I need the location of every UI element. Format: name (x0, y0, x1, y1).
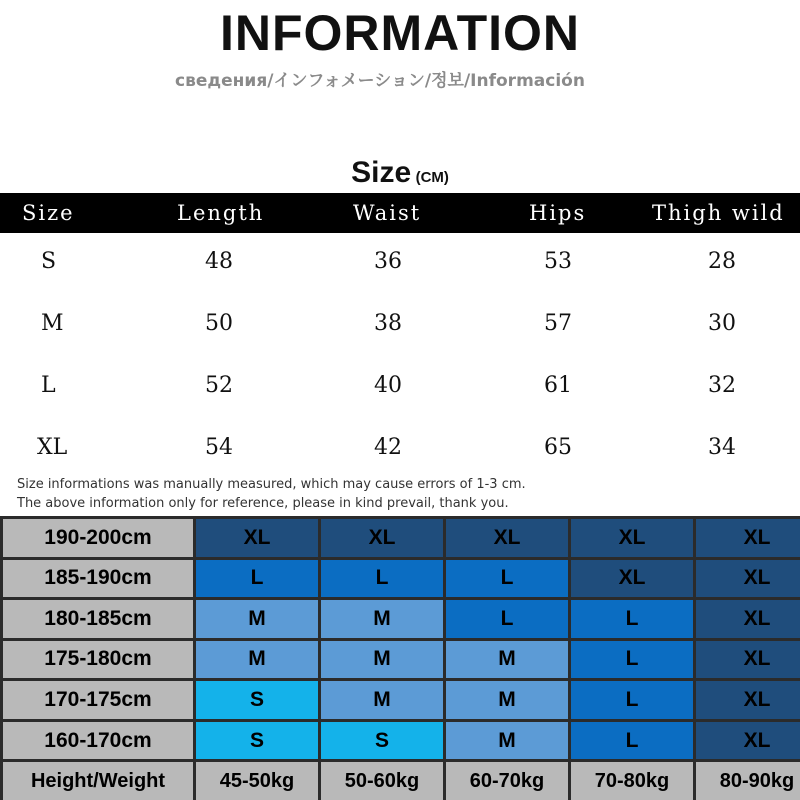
recommended-size-cell: M (196, 600, 318, 638)
size-table-cell: 34 (708, 435, 736, 460)
size-table-cell: 61 (544, 373, 572, 398)
size-table-row (0, 243, 800, 283)
recommended-size-cell: L (571, 600, 693, 638)
recommended-size-cell: L (446, 600, 568, 638)
recommended-size-cell: S (196, 681, 318, 719)
height-range-label: 190-200cm (3, 519, 193, 557)
recommended-size-cell: M (321, 641, 443, 679)
recommended-size-cell: M (446, 681, 568, 719)
recommended-size-cell: L (571, 641, 693, 679)
recommended-size-cell: XL (696, 600, 800, 638)
size-table-cell: 57 (544, 311, 572, 336)
size-table-cell: 40 (374, 373, 402, 398)
recommended-size-cell: L (446, 560, 568, 598)
height-range-label: 175-180cm (3, 641, 193, 679)
recommended-size-cell: L (571, 722, 693, 760)
size-table-cell: M (41, 311, 64, 336)
recommended-size-cell: XL (696, 560, 800, 598)
recommended-size-cell: XL (446, 519, 568, 557)
size-table-cell: 32 (708, 373, 736, 398)
recommended-size-cell: L (571, 681, 693, 719)
recommended-size-cell: XL (571, 519, 693, 557)
size-table-cell: 65 (544, 435, 572, 460)
size-table-cell: 28 (708, 249, 736, 274)
recommended-size-cell: M (446, 722, 568, 760)
size-table-header-cell: Size (22, 201, 75, 225)
recommended-size-cell: XL (196, 519, 318, 557)
size-table-cell: S (41, 249, 57, 274)
size-table-cell: 48 (205, 249, 233, 274)
recommended-size-cell: XL (696, 519, 800, 557)
recommended-size-cell: M (321, 681, 443, 719)
size-table-header (0, 193, 800, 233)
size-table-header-cell: Waist (353, 201, 422, 225)
height-weight-corner-label: Height/Weight (3, 762, 193, 800)
recommended-size-cell: XL (571, 560, 693, 598)
weight-range-label: 60-70kg (446, 762, 568, 800)
recommended-size-cell: M (446, 641, 568, 679)
page-subtitle: сведения/インフォメーション/정보/Información (175, 71, 585, 91)
recommended-size-cell: S (321, 722, 443, 760)
recommended-size-cell: XL (696, 641, 800, 679)
height-range-label: 185-190cm (3, 560, 193, 598)
recommended-size-cell: S (196, 722, 318, 760)
size-table-cell: 53 (544, 249, 572, 274)
size-table-cell: 54 (205, 435, 233, 460)
recommended-size-cell: M (196, 641, 318, 679)
size-table-header-cell: Hips (529, 201, 587, 225)
height-range-label: 170-175cm (3, 681, 193, 719)
size-table-cell: 36 (374, 249, 402, 274)
size-table-cell: 42 (374, 435, 402, 460)
size-table-cell: XL (37, 435, 68, 460)
size-heading-unit: (CM) (415, 169, 449, 186)
measurement-note: Size informations was manually measured, which may cause errors of 1-3 cm. (17, 477, 526, 492)
page-title: INFORMATION (219, 5, 581, 61)
size-table-cell: 38 (374, 311, 402, 336)
size-heading (0, 156, 800, 190)
recommended-size-cell: XL (321, 519, 443, 557)
size-table-row (0, 429, 800, 469)
height-range-label: 160-170cm (3, 722, 193, 760)
weight-range-label: 80-90kg (696, 762, 800, 800)
weight-range-label: 45-50kg (196, 762, 318, 800)
size-table-row (0, 305, 800, 345)
recommended-size-cell: XL (696, 681, 800, 719)
size-table-cell: 52 (205, 373, 233, 398)
size-table-header-cell: Length (177, 201, 265, 225)
height-weight-size-chart (0, 516, 800, 800)
size-table-row (0, 367, 800, 407)
reference-note: The above information only for reference, please in kind prevail, thank you. (17, 496, 509, 511)
recommended-size-cell: M (321, 600, 443, 638)
size-table-cell: 30 (708, 311, 736, 336)
size-table-cell: 50 (205, 311, 233, 336)
weight-range-label: 70-80kg (571, 762, 693, 800)
size-table-header-cell: Thigh wild (652, 201, 785, 225)
size-heading-label: Size (351, 156, 412, 189)
weight-range-label: 50-60kg (321, 762, 443, 800)
recommended-size-cell: L (321, 560, 443, 598)
size-table-cell: L (41, 373, 56, 398)
recommended-size-cell: L (196, 560, 318, 598)
height-range-label: 180-185cm (3, 600, 193, 638)
recommended-size-cell: XL (696, 722, 800, 760)
